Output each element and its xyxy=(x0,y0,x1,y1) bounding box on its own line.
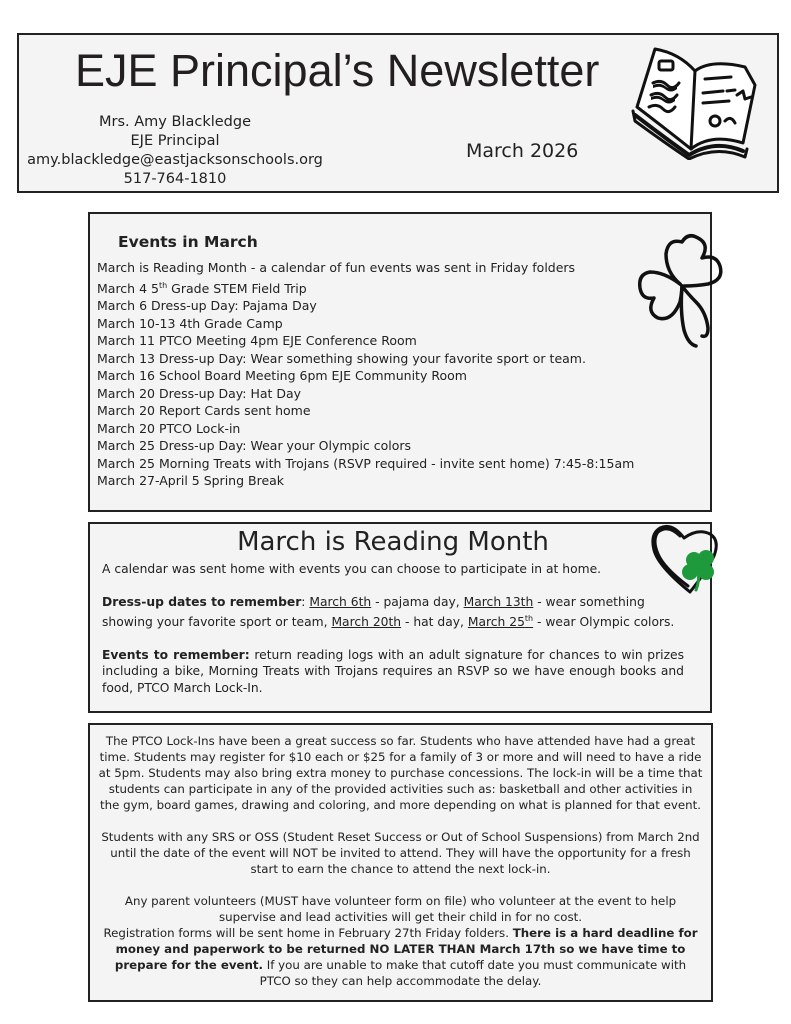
lock-in-paragraph: Students with any SRS or OSS (Student Reset Success or Out of School Suspensions) from March 2nd until the date of the event will NOT be invited to attend. They will have the opportunity for a fresh start to earn the chance to attend the next lock-in. xyxy=(101,830,700,876)
principal-role: EJE Principal xyxy=(130,133,220,149)
newsletter-title: EJE Principal’s Newsletter xyxy=(75,45,600,96)
events-section xyxy=(88,212,712,512)
events-heading: Events in March xyxy=(118,233,258,251)
lock-in-body xyxy=(98,733,703,989)
event-item: March 20 Report Cards sent home xyxy=(97,403,311,419)
event-item: March 13 Dress-up Day: Wear something showing your favorite sport or team. xyxy=(97,350,586,366)
event-item: March 20 PTCO Lock-in xyxy=(97,420,241,436)
events-to-remember: Events to remember: return reading logs with an adult signature for chances to win prizes including a bike, Morning Treats with Trojans requires an RSVP so we have enough books and food, PTCO March Lock-In. xyxy=(102,647,685,695)
event-item: March 20 Dress-up Day: Hat Day xyxy=(97,385,302,401)
dress-up-dates: Dress-up dates to remember: March 6th - pajama day, March 13th - wear something showing your favorite sport or team, March 20th - hat day, March 25th - wear Olympic colors. xyxy=(102,595,675,629)
event-item: March is Reading Month - a calendar of fun events was sent in Friday folders xyxy=(97,260,576,275)
newsletter-date: March 2026 xyxy=(466,140,579,162)
event-item: March 25 Morning Treats with Trojans (RSVP required - invite sent home) 7:45-8:15am xyxy=(97,455,635,471)
event-item: March 4 5th Grade STEM Field Trip xyxy=(97,280,307,296)
events-list xyxy=(97,259,634,490)
event-item: March 11 PTCO Meeting 4pm EJE Conference Room xyxy=(97,333,417,349)
reading-month-section xyxy=(88,522,712,713)
principal-email[interactable]: amy.blackledge@eastjacksonschools.org xyxy=(27,152,323,168)
reading-month-body xyxy=(102,561,684,713)
event-item: March 27-April 5 Spring Break xyxy=(97,473,285,489)
event-item: March 25 Dress-up Day: Wear your Olympic colors xyxy=(97,438,412,454)
principal-phone: 517-764-1810 xyxy=(123,171,227,187)
event-item: March 6 Dress-up Day: Pajama Day xyxy=(97,298,317,314)
event-item: March 16 School Board Meeting 6pm EJE Community Room xyxy=(97,368,467,384)
heart-shamrock-icon xyxy=(650,520,722,596)
lock-in-paragraph: The PTCO Lock-Ins have been a great success so far. Students who have attended have had a great time. Students may register for $10 each or $25 for a family of 3 or more and will need to have a ride at 5pm. Students may also bring extra money to purchase concessions. The lock-in will be a time that students can participate in any of the provided activities such as: basketball and other activities in the gym, board games, drawing and coloring, and more depending on what is planned for that event. xyxy=(98,734,703,812)
principal-name: Mrs. Amy Blackledge xyxy=(99,114,251,130)
shamrock-outline-icon xyxy=(636,232,728,350)
lock-in-paragraph: Registration forms will be sent home in February 27th Friday folders. There is a hard deadline for money and paperwork to be returned NO LATER THAN March 17th so we have time to prepare for the event. If you are unable to make that cutoff date you must communicate with PTCO so they can help accommodate the delay. xyxy=(103,926,698,988)
event-item: March 10-13 4th Grade Camp xyxy=(97,315,283,331)
reading-month-title: March is Reading Month xyxy=(237,527,549,557)
lock-in-paragraph: Any parent volunteers (MUST have volunteer form on file) who volunteer at the event to help supervise and lead activities will get their child in for no cost. xyxy=(124,894,677,924)
lock-in-section xyxy=(88,723,713,1002)
reading-intro: A calendar was sent home with events you can choose to participate in at home. xyxy=(102,562,602,576)
principal-contact xyxy=(25,113,325,189)
open-book-icon xyxy=(631,45,771,160)
newsletter-header xyxy=(17,33,779,193)
